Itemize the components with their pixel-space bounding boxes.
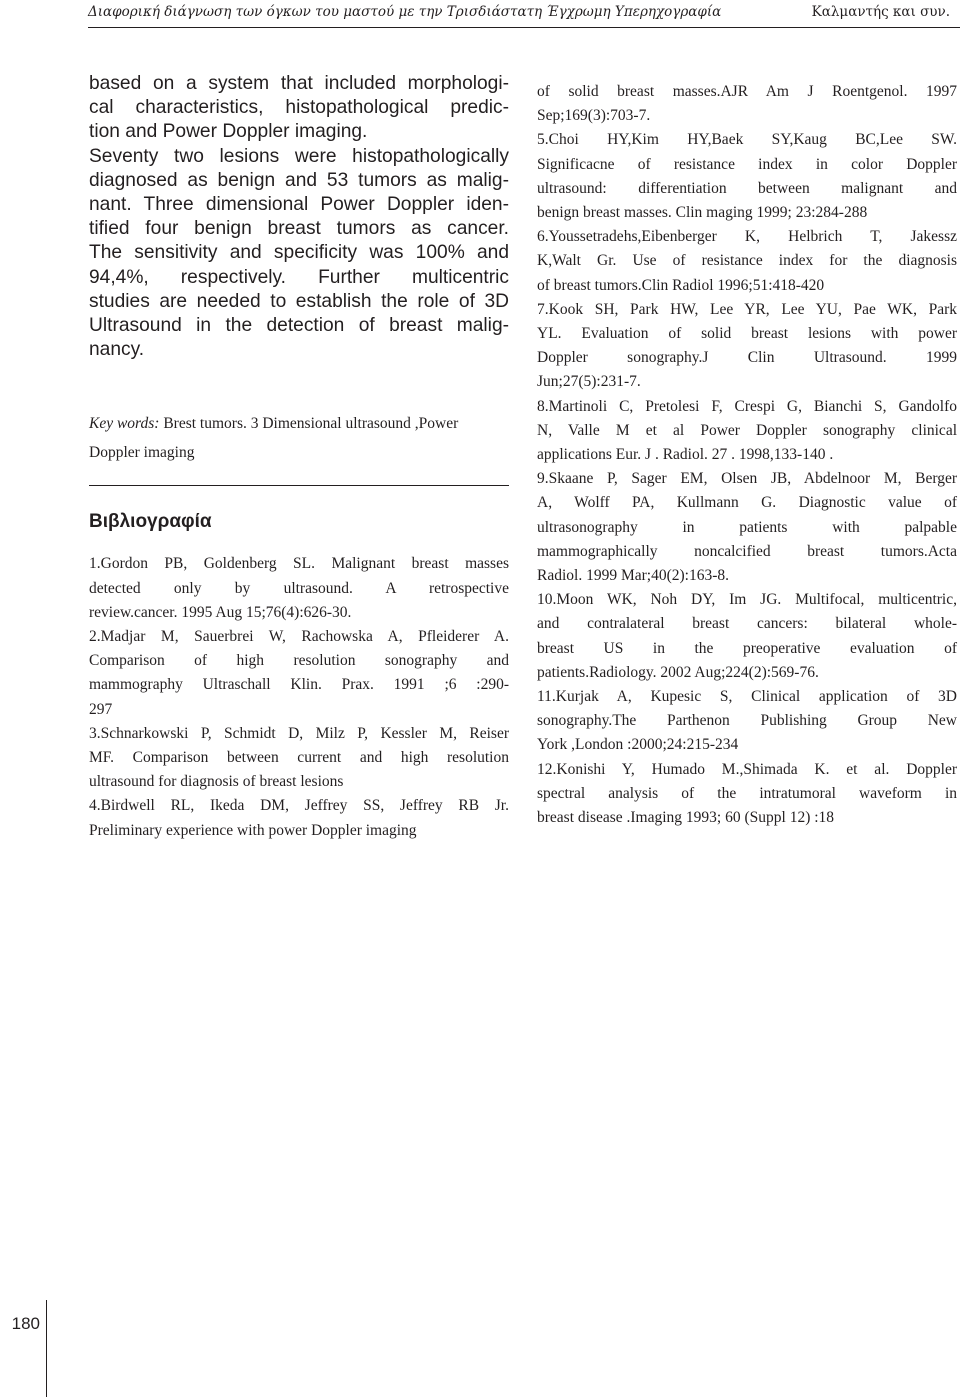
reference-line: N, Valle M et al Power Doppler sonography clinical — [537, 421, 957, 439]
reference-item — [537, 758, 957, 831]
reference-line: Radiol. 1999 Mar;40(2):163-8. — [537, 567, 730, 585]
reference-line: 8.Martinoli C, Pretolesi F, Crespi G, Bianchi S, Gandolfo — [537, 397, 957, 415]
reference-list-left — [89, 552, 509, 842]
reference-line: mammography Ultraschall Klin. Prax. 1991 ;6 :290- — [89, 676, 509, 694]
reference-line: of breast tumors.Clin Radiol 1996;51:418-420 — [537, 276, 825, 294]
bibliography-heading: Βιβλιογραφία — [89, 511, 212, 533]
reference-item — [537, 80, 957, 128]
right-column — [537, 80, 957, 830]
keywords-label: Key words: — [89, 415, 160, 433]
reference-line: Sep;169(3):703-7. — [537, 107, 651, 125]
reference-line: 9.Skaane P, Sager EM, Olsen JB, Abdelnoor M, Berger — [537, 470, 957, 488]
reference-line: Doppler sonography.J Clin Ultrasound. 1999 — [537, 349, 957, 367]
reference-line: 5.Choi HY,Kim HY,Baek SY,Kaug BC,Lee SW. — [537, 131, 957, 149]
reference-line: 7.Kook SH, Park HW, Lee YR, Lee YU, Pae WK, Park — [537, 300, 957, 318]
reference-item — [89, 552, 509, 625]
reference-line: 12.Konishi Y, Humado M.,Shimada K. et al. Doppler — [537, 760, 957, 778]
running-header-authors: Καλμαντής και συν. — [811, 4, 950, 20]
abstract-text — [89, 72, 509, 362]
reference-line: ultrasound for diagnosis of breast lesions — [89, 773, 344, 791]
reference-line: 1.Gordon PB, Goldenberg SL. Malignant breast masses — [89, 555, 509, 573]
reference-line: 2.Madjar M, Sauerbrei W, Rachowska A, Pfleiderer A. — [89, 628, 509, 646]
header-rule — [88, 27, 960, 28]
reference-line: York ,London :2000;24:215-234 — [537, 736, 739, 754]
abstract-line: tion and Power Doppler imaging. — [89, 121, 368, 143]
reference-line: 11.Kurjak A, Kupesic S, Clinical application of 3D — [537, 688, 957, 706]
reference-line: 4.Birdwell RL, Ikeda DM, Jeffrey SS, Jeffrey RB Jr. — [89, 797, 509, 815]
reference-line: detected only by ultrasound. A retrospective — [89, 579, 509, 597]
reference-line: 3.Schnarkowski P, Schmidt D, Milz P, Kessler M, Reiser — [89, 724, 509, 742]
abstract-line: nant. Three dimensional Power Doppler iden- — [89, 194, 509, 216]
reference-line: A, Wolff PA, Kullmann G. Diagnostic value of — [537, 494, 957, 512]
reference-line: mammographically noncalcified breast tumors.Acta — [537, 542, 957, 560]
reference-item — [537, 225, 957, 298]
reference-item — [537, 467, 957, 588]
abstract-line: The sensitivity and specificity was 100% and — [89, 242, 509, 264]
left-column — [89, 72, 509, 843]
page-number-rule — [46, 1300, 47, 1397]
abstract-line: tified four benign breast tumors as cancer. — [89, 218, 509, 240]
running-header-title: Διαφορική διάγνωση των όγκων του μαστού με την Τρισδιάστατη Έγχρωμη Υπερηχογραφία — [88, 4, 722, 20]
reference-line: ultrasonography in patients with palpable — [537, 518, 957, 536]
reference-line: Comparison of high resolution sonography and — [89, 652, 509, 670]
page-number: 180 — [11, 1314, 40, 1333]
reference-line: ultrasound: differentiation between malignant and — [537, 179, 957, 197]
reference-item — [89, 722, 509, 795]
reference-line: Jun;27(5):231-7. — [537, 373, 641, 391]
reference-line: 10.Moon WK, Noh DY, Im JG. Multifocal, multicentric, — [537, 591, 957, 609]
abstract-line: diagnosed as benign and 53 tumors as malig- — [89, 169, 509, 191]
reference-line: 6.Youssetradehs,Eibenberger K, Helbrich T, Jakessz — [537, 228, 957, 246]
abstract-line: 94,4%, respectively. Further multicentric — [89, 266, 509, 288]
abstract-line: studies are needed to establish the role of 3D — [89, 290, 509, 312]
section-divider — [89, 485, 509, 486]
reference-line: Preliminary experience with power Doppler imaging — [89, 821, 417, 839]
abstract-line: Ultrasound in the detection of breast malig- — [89, 315, 509, 337]
reference-list-right — [537, 80, 957, 830]
reference-line: spectral analysis of the intratumoral waveform in — [537, 784, 957, 802]
reference-line: sonography.The Parthenon Publishing Group New — [537, 712, 957, 730]
abstract-line: cal characteristics, histopathological predic- — [89, 97, 509, 119]
running-header — [0, 0, 960, 22]
reference-line: patients.Radiology. 2002 Aug;224(2):569-76. — [537, 663, 819, 681]
reference-item — [537, 128, 957, 225]
abstract-line: based on a system that included morphologi- — [89, 73, 509, 94]
reference-item — [89, 625, 509, 722]
reference-line: 297 — [89, 700, 113, 718]
abstract-line: nancy. — [89, 339, 145, 361]
reference-line: breast US in the preoperative evaluation of — [537, 639, 957, 657]
reference-item — [537, 395, 957, 468]
keywords — [89, 409, 509, 467]
keywords-text: Brest tumors. 3 Dimensional ultrasound ,Power Doppler imaging — [89, 415, 459, 462]
reference-line: breast disease .Imaging 1993; 60 (Suppl 12) :18 — [537, 809, 835, 827]
reference-line: applications Eur. J . Radiol. 27 . 1998,133-140 . — [537, 446, 834, 464]
reference-item — [89, 794, 509, 842]
reference-item — [537, 685, 957, 758]
reference-line: review.cancer. 1995 Aug 15;76(4):626-30. — [89, 603, 352, 621]
reference-line: YL. Evaluation of solid breast lesions with power — [537, 325, 957, 343]
reference-line: and contralateral breast cancers: bilateral whole- — [537, 615, 957, 633]
reference-item — [537, 298, 957, 395]
reference-line: benign breast masses. Clin maging 1999; 23:284-288 — [537, 204, 868, 222]
reference-line: K,Walt Gr. Use of resistance index for the diagnosis — [537, 252, 957, 270]
abstract-line: Seventy two lesions were histopathologically — [89, 145, 509, 167]
reference-line: MF. Comparison between current and high resolution — [89, 749, 509, 767]
reference-line: Significacne of resistance index in color Doppler — [537, 155, 957, 173]
reference-item — [537, 588, 957, 685]
reference-line: of solid breast masses.AJR Am J Roentgenol. 1997 — [537, 83, 957, 100]
